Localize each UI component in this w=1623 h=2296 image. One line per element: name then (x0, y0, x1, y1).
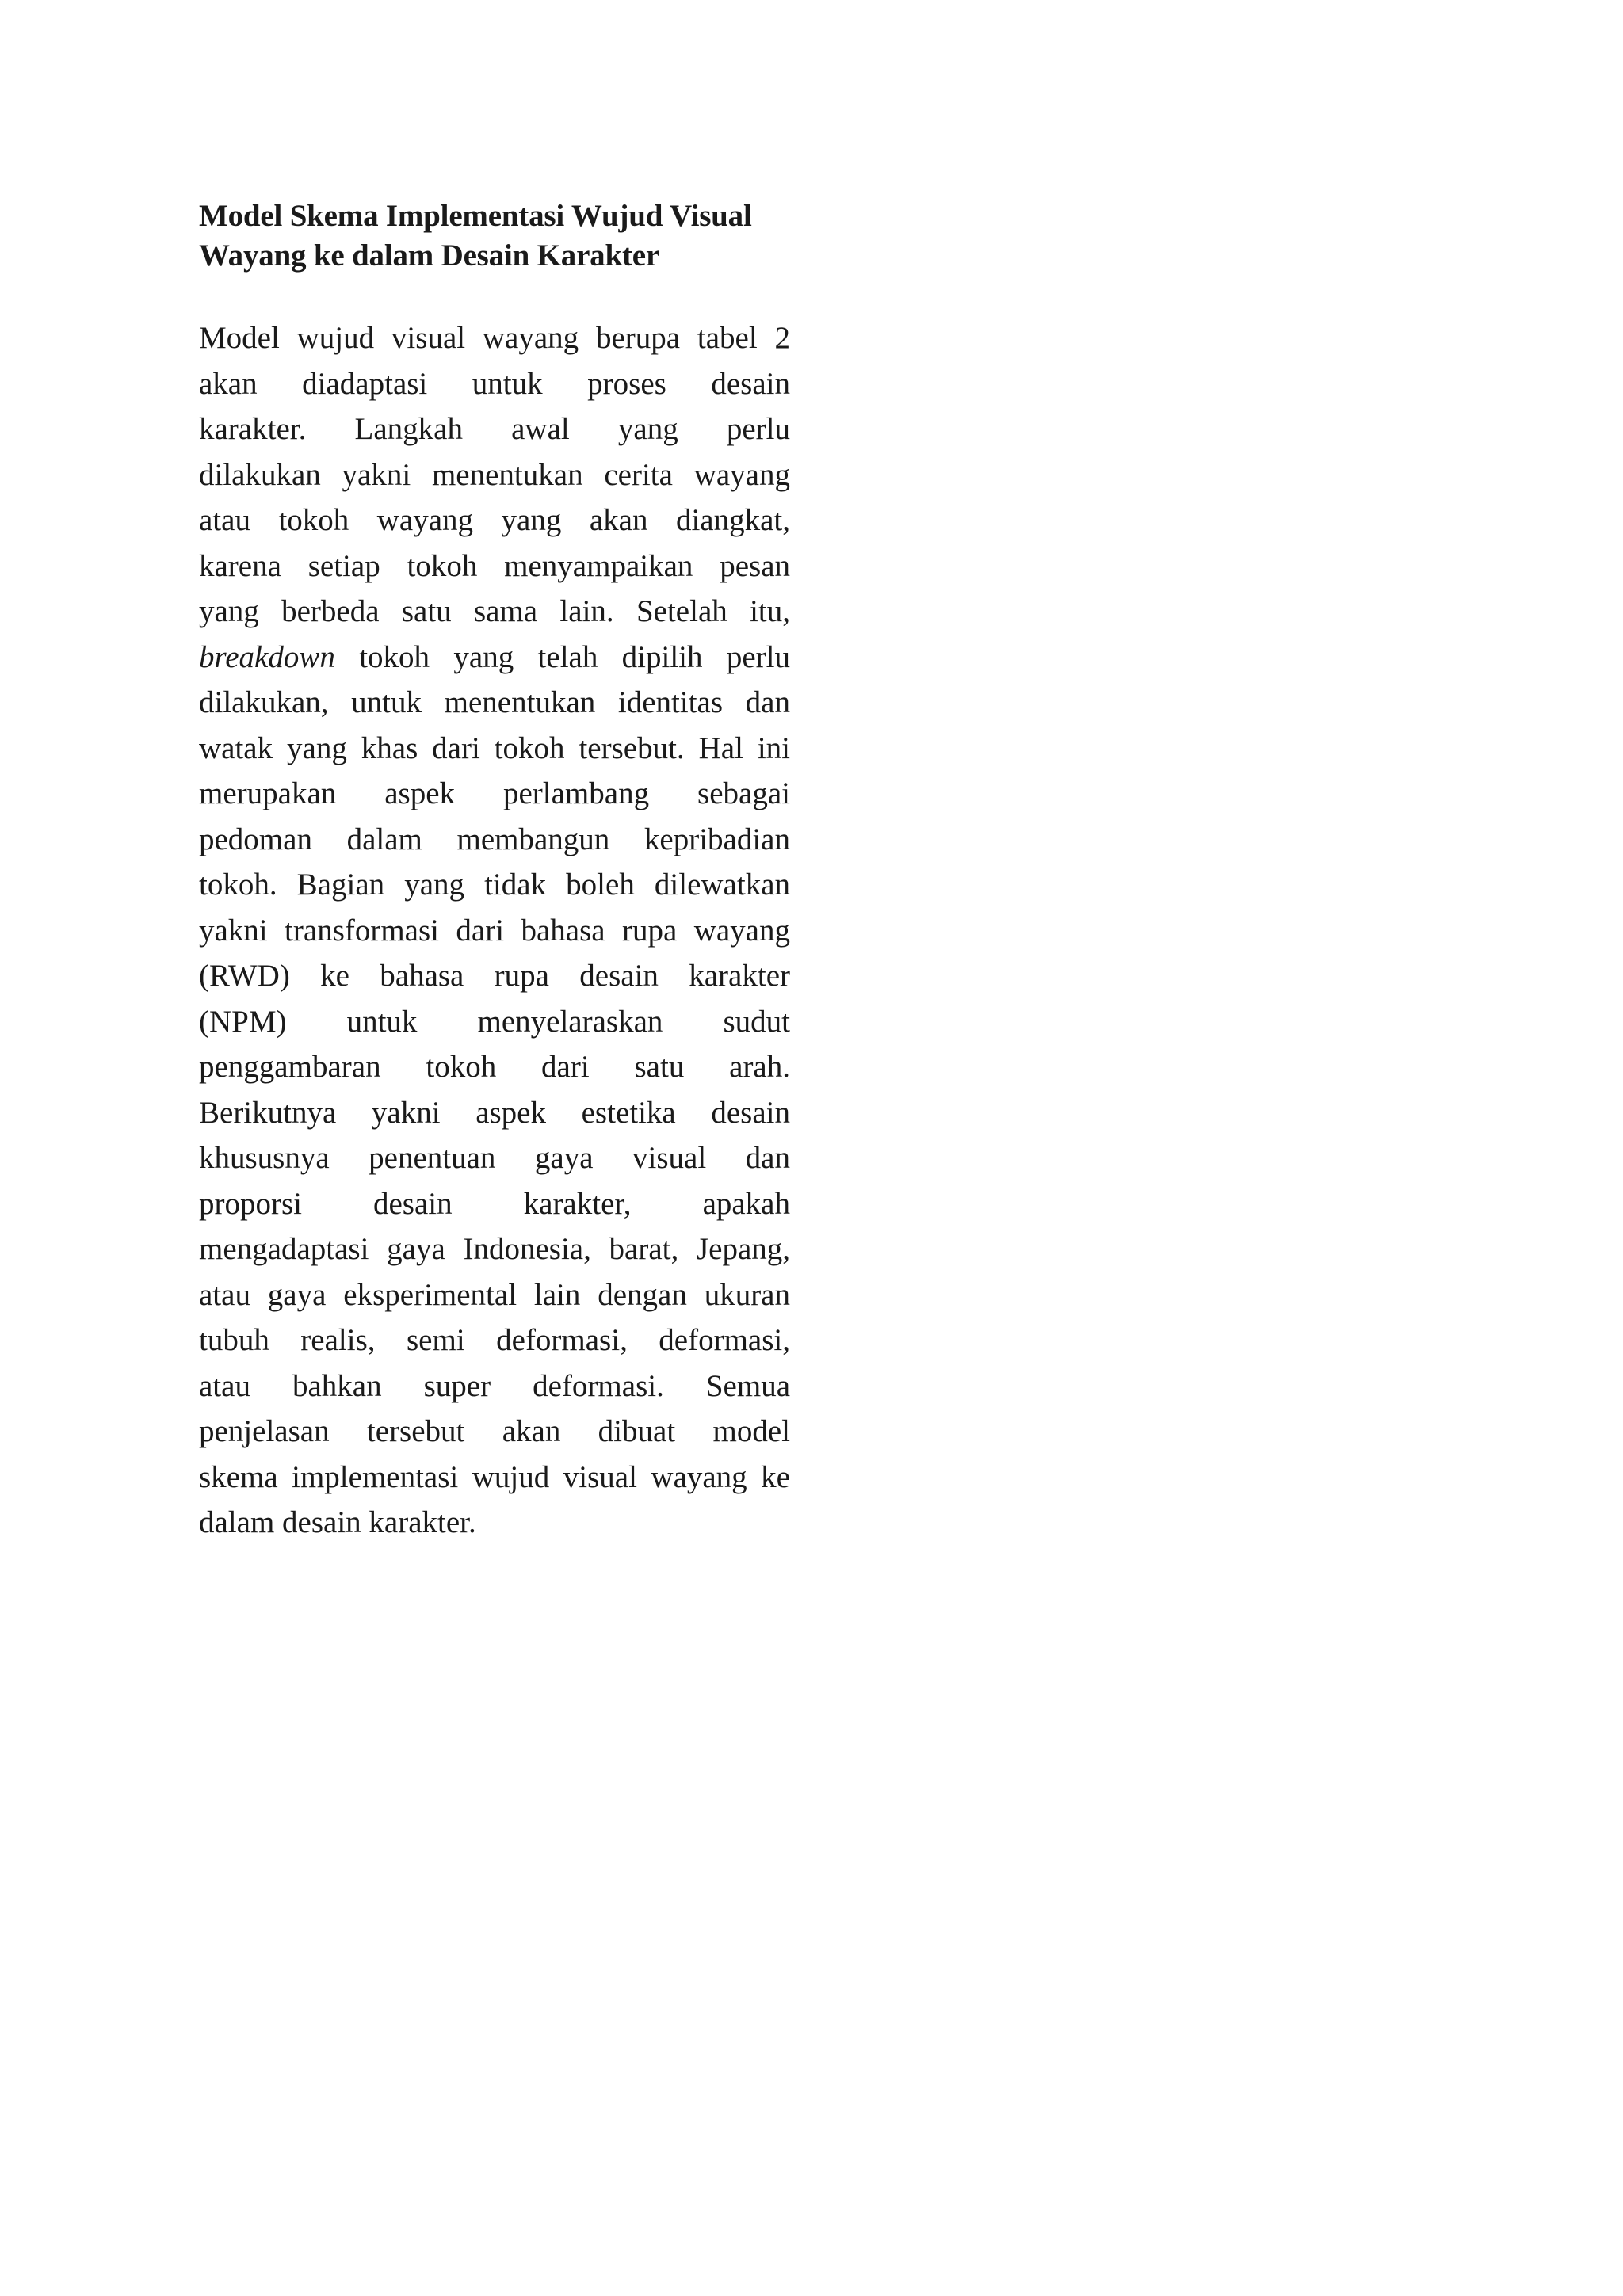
paragraph-line: atau gaya eksperimental lain dengan ukuran (199, 1277, 790, 1312)
body-paragraph (199, 315, 790, 1546)
paragraph-line: proporsi desain karakter, apakah (199, 1186, 790, 1221)
paragraph-line: tokoh. Bagian yang tidak boleh dilewatkan (199, 868, 790, 902)
italic-term: breakdown (199, 639, 335, 674)
paragraph-line: dilakukan, untuk menentukan identitas dan (199, 685, 790, 719)
paragraph-line: breakdown tokoh yang telah dipilih perlu (199, 639, 790, 674)
paragraph-line: dalam desain karakter. (199, 1505, 476, 1539)
paragraph-line: atau bahkan super deformasi. Semua (199, 1368, 790, 1403)
paragraph-line: penggambaran tokoh dari satu arah. (199, 1050, 790, 1084)
paragraph-line: yang berbeda satu sama lain. Setelah itu, (199, 594, 790, 628)
section-heading-line-2: Wayang ke dalam Desain Karakter (199, 238, 659, 273)
paragraph-line: tubuh realis, semi deformasi, deformasi, (199, 1323, 790, 1357)
paragraph-line: yakni transformasi dari bahasa rupa wayang (199, 913, 790, 948)
paragraph-line: penjelasan tersebut akan dibuat model (199, 1414, 790, 1448)
paragraph-line: skema implementasi wujud visual wayang ke (199, 1459, 790, 1494)
paragraph-line: karakter. Langkah awal yang perlu (199, 412, 790, 446)
paragraph-line: Model wujud visual wayang berupa tabel 2 (199, 321, 790, 355)
paragraph-line: watak yang khas dari tokoh tersebut. Hal ini (199, 730, 790, 765)
paragraph-line: (NPM) untuk menyelaraskan sudut (199, 1004, 790, 1039)
section-heading (199, 196, 790, 276)
paragraph-line: Berikutnya yakni aspek estetika desain (199, 1095, 790, 1130)
paragraph-line: (RWD) ke bahasa rupa desain karakter (199, 959, 790, 993)
paragraph-line: karena setiap tokoh menyampaikan pesan (199, 548, 790, 583)
paragraph-line: atau tokoh wayang yang akan diangkat, (199, 503, 790, 537)
paragraph-line: khususnya penentuan gaya visual dan (199, 1141, 790, 1175)
text-column (199, 196, 790, 1546)
paragraph-line: dilakukan yakni menentukan cerita wayang (199, 457, 790, 492)
paragraph-line: mengadaptasi gaya Indonesia, barat, Jepang, (199, 1232, 790, 1266)
paragraph-line: pedoman dalam membangun kepribadian (199, 822, 790, 856)
paragraph-line: akan diadaptasi untuk proses desain (199, 366, 790, 401)
paragraph-line: merupakan aspek perlambang sebagai (199, 776, 790, 810)
section-heading-line-1: Model Skema Implementasi Wujud Visual (199, 199, 752, 233)
